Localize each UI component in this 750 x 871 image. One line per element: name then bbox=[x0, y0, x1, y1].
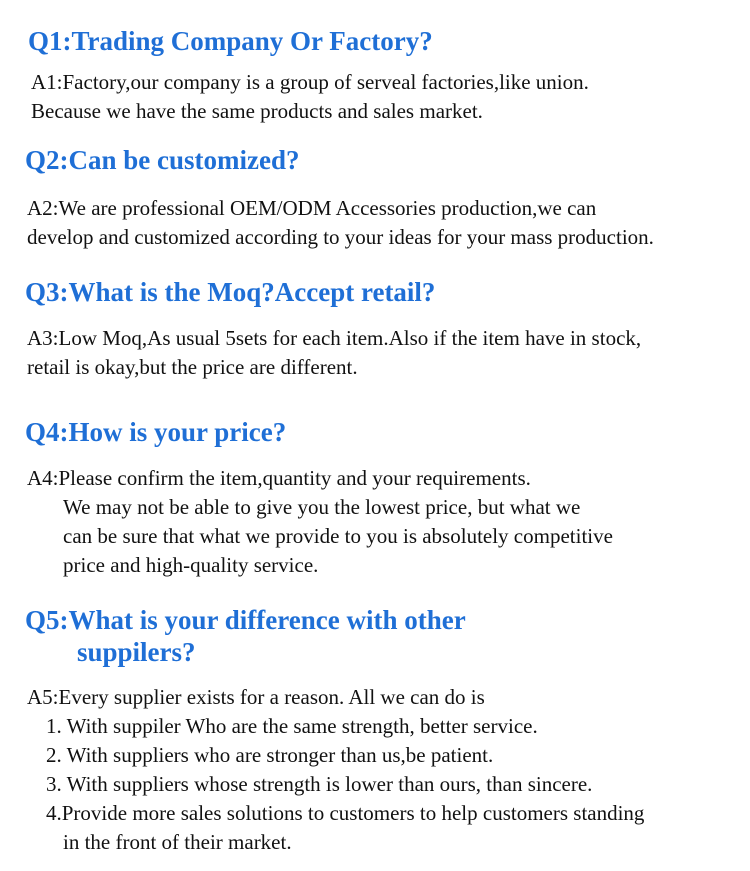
answer-2-line-2: develop and customized according to your ideas for your mass production. bbox=[27, 225, 654, 249]
answer-1-line-1: A1:Factory,our company is a group of serveal factories,like union. bbox=[31, 70, 589, 94]
answer-4-line-4: price and high-quality service. bbox=[63, 553, 319, 577]
answer-4-line-3: can be sure that what we provide to you is absolutely competitive bbox=[63, 524, 613, 548]
answer-5-line-6: in the front of their market. bbox=[63, 830, 292, 854]
answer-2-line-1: A2:We are professional OEM/ODM Accessories production,we can bbox=[27, 196, 597, 220]
question-2-line-1: Q2:Can be customized? bbox=[25, 145, 300, 175]
answer-3-line-1: A3:Low Moq,As usual 5sets for each item.Also if the item have in stock, bbox=[27, 326, 642, 350]
question-4 bbox=[25, 416, 286, 448]
question-5 bbox=[25, 604, 466, 668]
answer-1 bbox=[31, 68, 589, 126]
answer-5-line-5: 4.Provide more sales solutions to customers to help customers standing bbox=[46, 801, 645, 825]
answer-4 bbox=[27, 464, 613, 580]
question-4-line-1: Q4:How is your price? bbox=[25, 417, 287, 447]
answer-4-line-2: We may not be able to give you the lowest price, but what we bbox=[63, 495, 581, 519]
question-2 bbox=[25, 144, 299, 176]
answer-4-line-1: A4:Please confirm the item,quantity and your requirements. bbox=[27, 466, 531, 490]
answer-5-line-4: 3. With suppliers whose strength is lower than ours, than sincere. bbox=[46, 772, 593, 796]
answer-2 bbox=[27, 194, 654, 252]
question-3-line-1: Q3:What is the Moq?Accept retail? bbox=[25, 277, 436, 307]
question-1-line-1: Q1:Trading Company Or Factory? bbox=[28, 26, 433, 56]
answer-5-line-3: 2. With suppliers who are stronger than us,be patient. bbox=[46, 743, 494, 767]
question-1 bbox=[28, 25, 433, 57]
answer-5-line-1: A5:Every supplier exists for a reason. All we can do is bbox=[27, 685, 485, 709]
answer-1-line-2: Because we have the same products and sales market. bbox=[31, 99, 483, 123]
question-5-line-2: suppilers? bbox=[77, 637, 196, 667]
answer-3-line-2: retail is okay,but the price are different. bbox=[27, 355, 358, 379]
answer-5-line-2: 1. With suppiler Who are the same strength, better service. bbox=[46, 714, 538, 738]
answer-5 bbox=[27, 683, 644, 857]
answer-3 bbox=[27, 324, 641, 382]
question-3 bbox=[25, 276, 435, 308]
question-5-line-1: Q5:What is your difference with other bbox=[25, 605, 466, 635]
